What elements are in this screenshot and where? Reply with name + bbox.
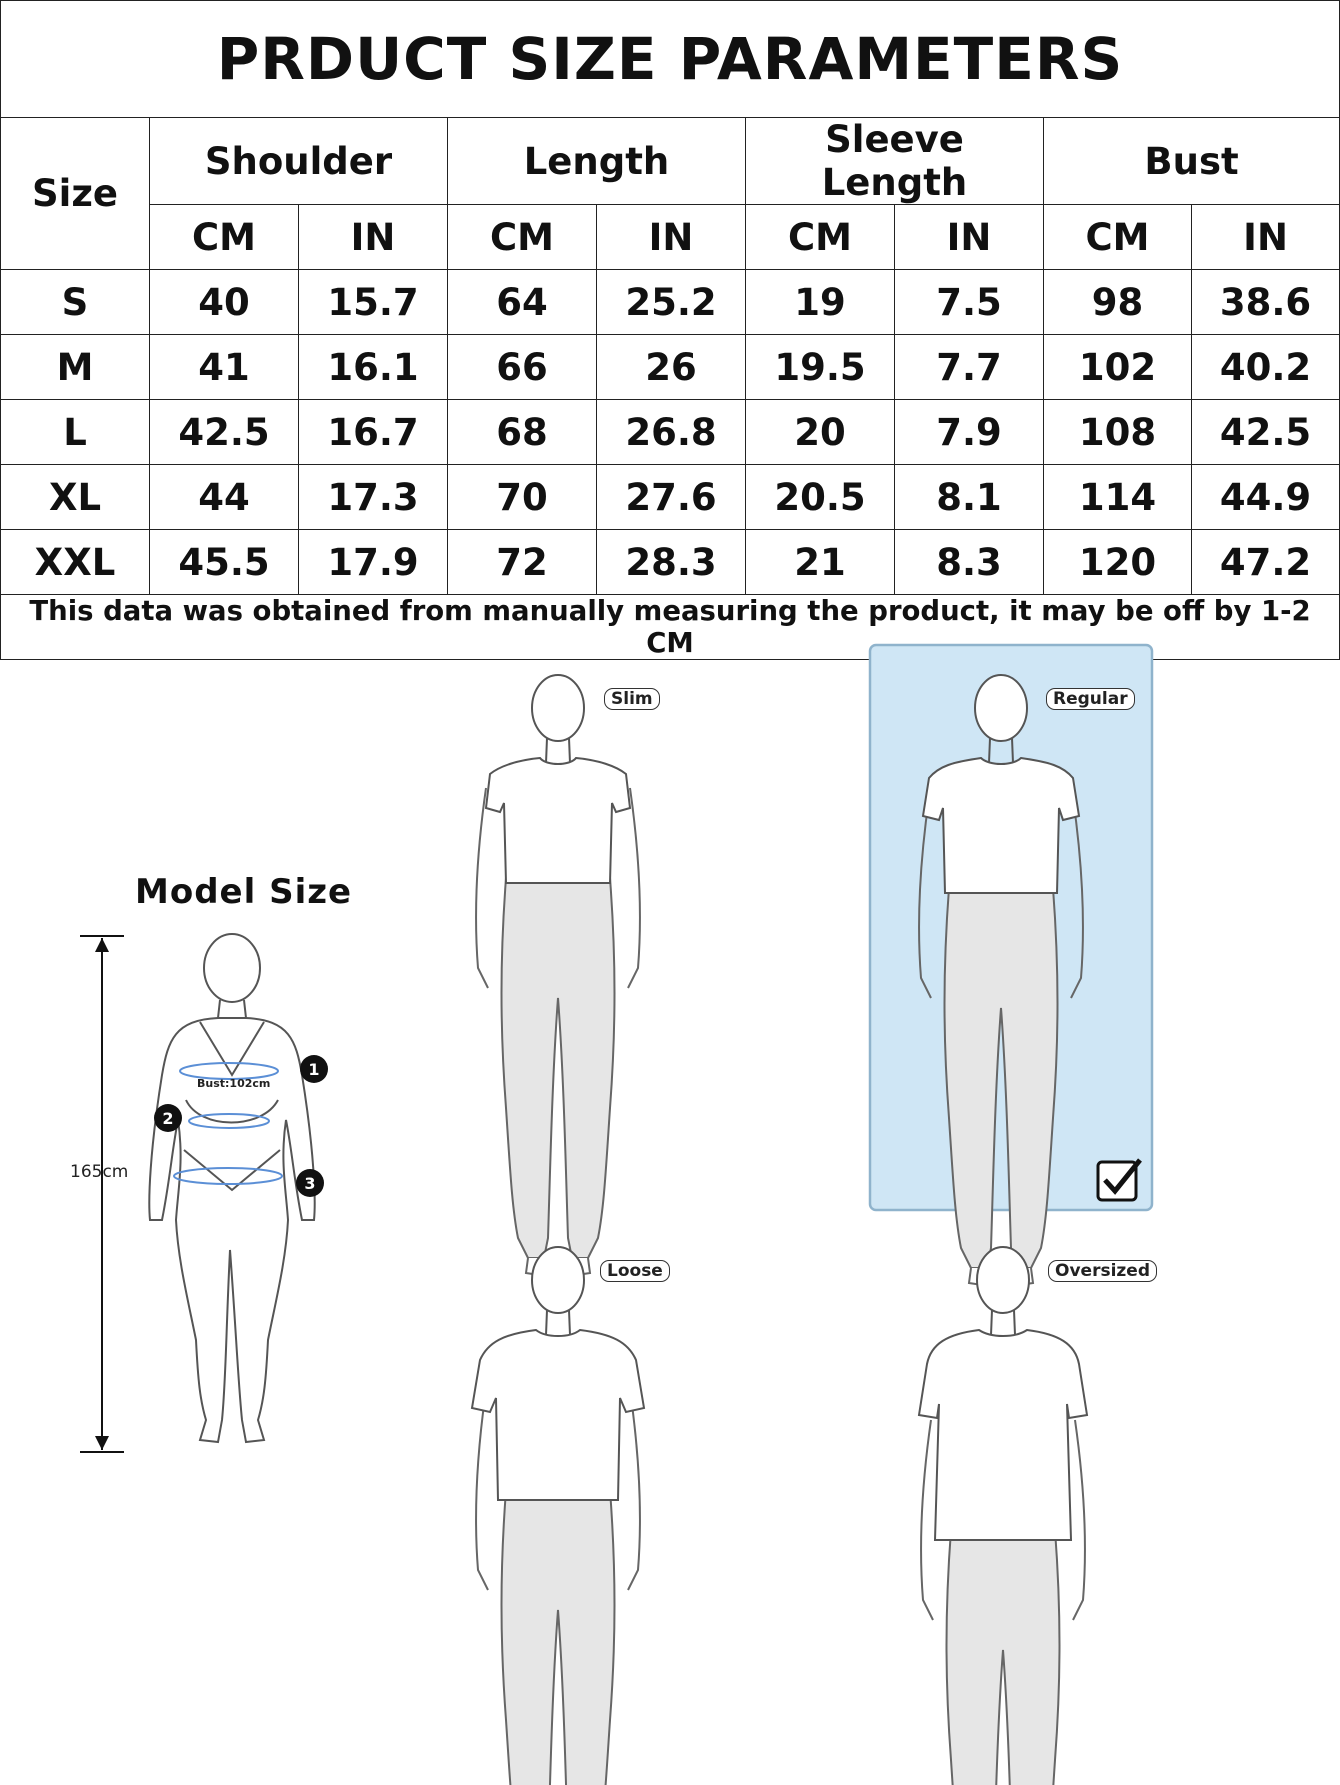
table-cell: 20 [746, 400, 895, 465]
group-header-bust: Bust [1044, 118, 1340, 205]
table-cell: 98 [1044, 270, 1192, 335]
group-header-shoulder: Shoulder [150, 118, 448, 205]
table-cell: 8.3 [895, 530, 1044, 595]
unit-header: IN [895, 205, 1044, 270]
fit-label-oversized: Oversized [1048, 1260, 1157, 1282]
size-column-header: Size [1, 118, 150, 270]
table-cell: 47.2 [1192, 530, 1340, 595]
marker-2-label: 2 [162, 1109, 174, 1128]
table-cell: 44.9 [1192, 465, 1340, 530]
table-cell: 15.7 [299, 270, 448, 335]
group-header-length: Length [448, 118, 746, 205]
table-cell: 114 [1044, 465, 1192, 530]
unit-header: CM [1044, 205, 1192, 270]
fit-label-loose: Loose [600, 1260, 670, 1282]
table-cell: 21 [746, 530, 895, 595]
table-cell: 7.7 [895, 335, 1044, 400]
table-cell: 102 [1044, 335, 1192, 400]
table-cell: 16.7 [299, 400, 448, 465]
unit-header: IN [1192, 205, 1340, 270]
table-cell: 28.3 [597, 530, 746, 595]
table-cell: 42.5 [150, 400, 299, 465]
table-cell: 40 [150, 270, 299, 335]
size-label: M [1, 335, 150, 400]
table-cell: 120 [1044, 530, 1192, 595]
marker-3-label: 3 [304, 1174, 316, 1193]
table-cell: 42.5 [1192, 400, 1340, 465]
dimension-arrow-icon [95, 938, 109, 952]
group-header-sleeve-length: Sleeve Length [746, 118, 1044, 205]
table-cell: 108 [1044, 400, 1192, 465]
model-height-label: 165cm [70, 1162, 129, 1182]
table-cell: 17.3 [299, 465, 448, 530]
table-cell: 7.5 [895, 270, 1044, 335]
table-cell: 20.5 [746, 465, 895, 530]
table-cell: 66 [448, 335, 597, 400]
unit-header: CM [448, 205, 597, 270]
table-cell: 19 [746, 270, 895, 335]
table-cell: 26.8 [597, 400, 746, 465]
unit-header: CM [746, 205, 895, 270]
checkbox-checked-icon [1098, 1160, 1140, 1200]
table-cell: 7.9 [895, 400, 1044, 465]
unit-header: CM [150, 205, 299, 270]
table-cell: 17.9 [299, 530, 448, 595]
table-cell: 70 [448, 465, 597, 530]
table-cell: 44 [150, 465, 299, 530]
model-size-title: Model Size [135, 872, 353, 912]
size-label: XXL [1, 530, 150, 595]
table-cell: 40.2 [1192, 335, 1340, 400]
table-cell: 72 [448, 530, 597, 595]
fit-label-slim: Slim [604, 688, 660, 710]
table-cell: 38.6 [1192, 270, 1340, 335]
table-cell: 19.5 [746, 335, 895, 400]
size-label: XL [1, 465, 150, 530]
size-label: L [1, 400, 150, 465]
table-cell: 45.5 [150, 530, 299, 595]
bust-measure-label: Bust:102cm [197, 1077, 271, 1090]
loose-figure [472, 1247, 644, 1785]
unit-header: IN [299, 205, 448, 270]
table-cell: 64 [448, 270, 597, 335]
table-title: PRDUCT SIZE PARAMETERS [1, 1, 1340, 118]
table-cell: 16.1 [299, 335, 448, 400]
dimension-arrow-icon [95, 1436, 109, 1450]
table-cell: 25.2 [597, 270, 746, 335]
oversized-figure [919, 1247, 1087, 1785]
unit-header: IN [597, 205, 746, 270]
model-figure [80, 934, 328, 1452]
marker-1-label: 1 [308, 1060, 320, 1079]
slim-figure [476, 675, 640, 1276]
table-cell: 68 [448, 400, 597, 465]
size-label: S [1, 270, 150, 335]
table-cell: 8.1 [895, 465, 1044, 530]
table-cell: 41 [150, 335, 299, 400]
fit-label-regular: Regular [1046, 688, 1135, 710]
table-cell: 27.6 [597, 465, 746, 530]
table-cell: 26 [597, 335, 746, 400]
measurement-note: This data was obtained from manually measuring the product, it may be off by 1-2 CM [1, 595, 1340, 660]
